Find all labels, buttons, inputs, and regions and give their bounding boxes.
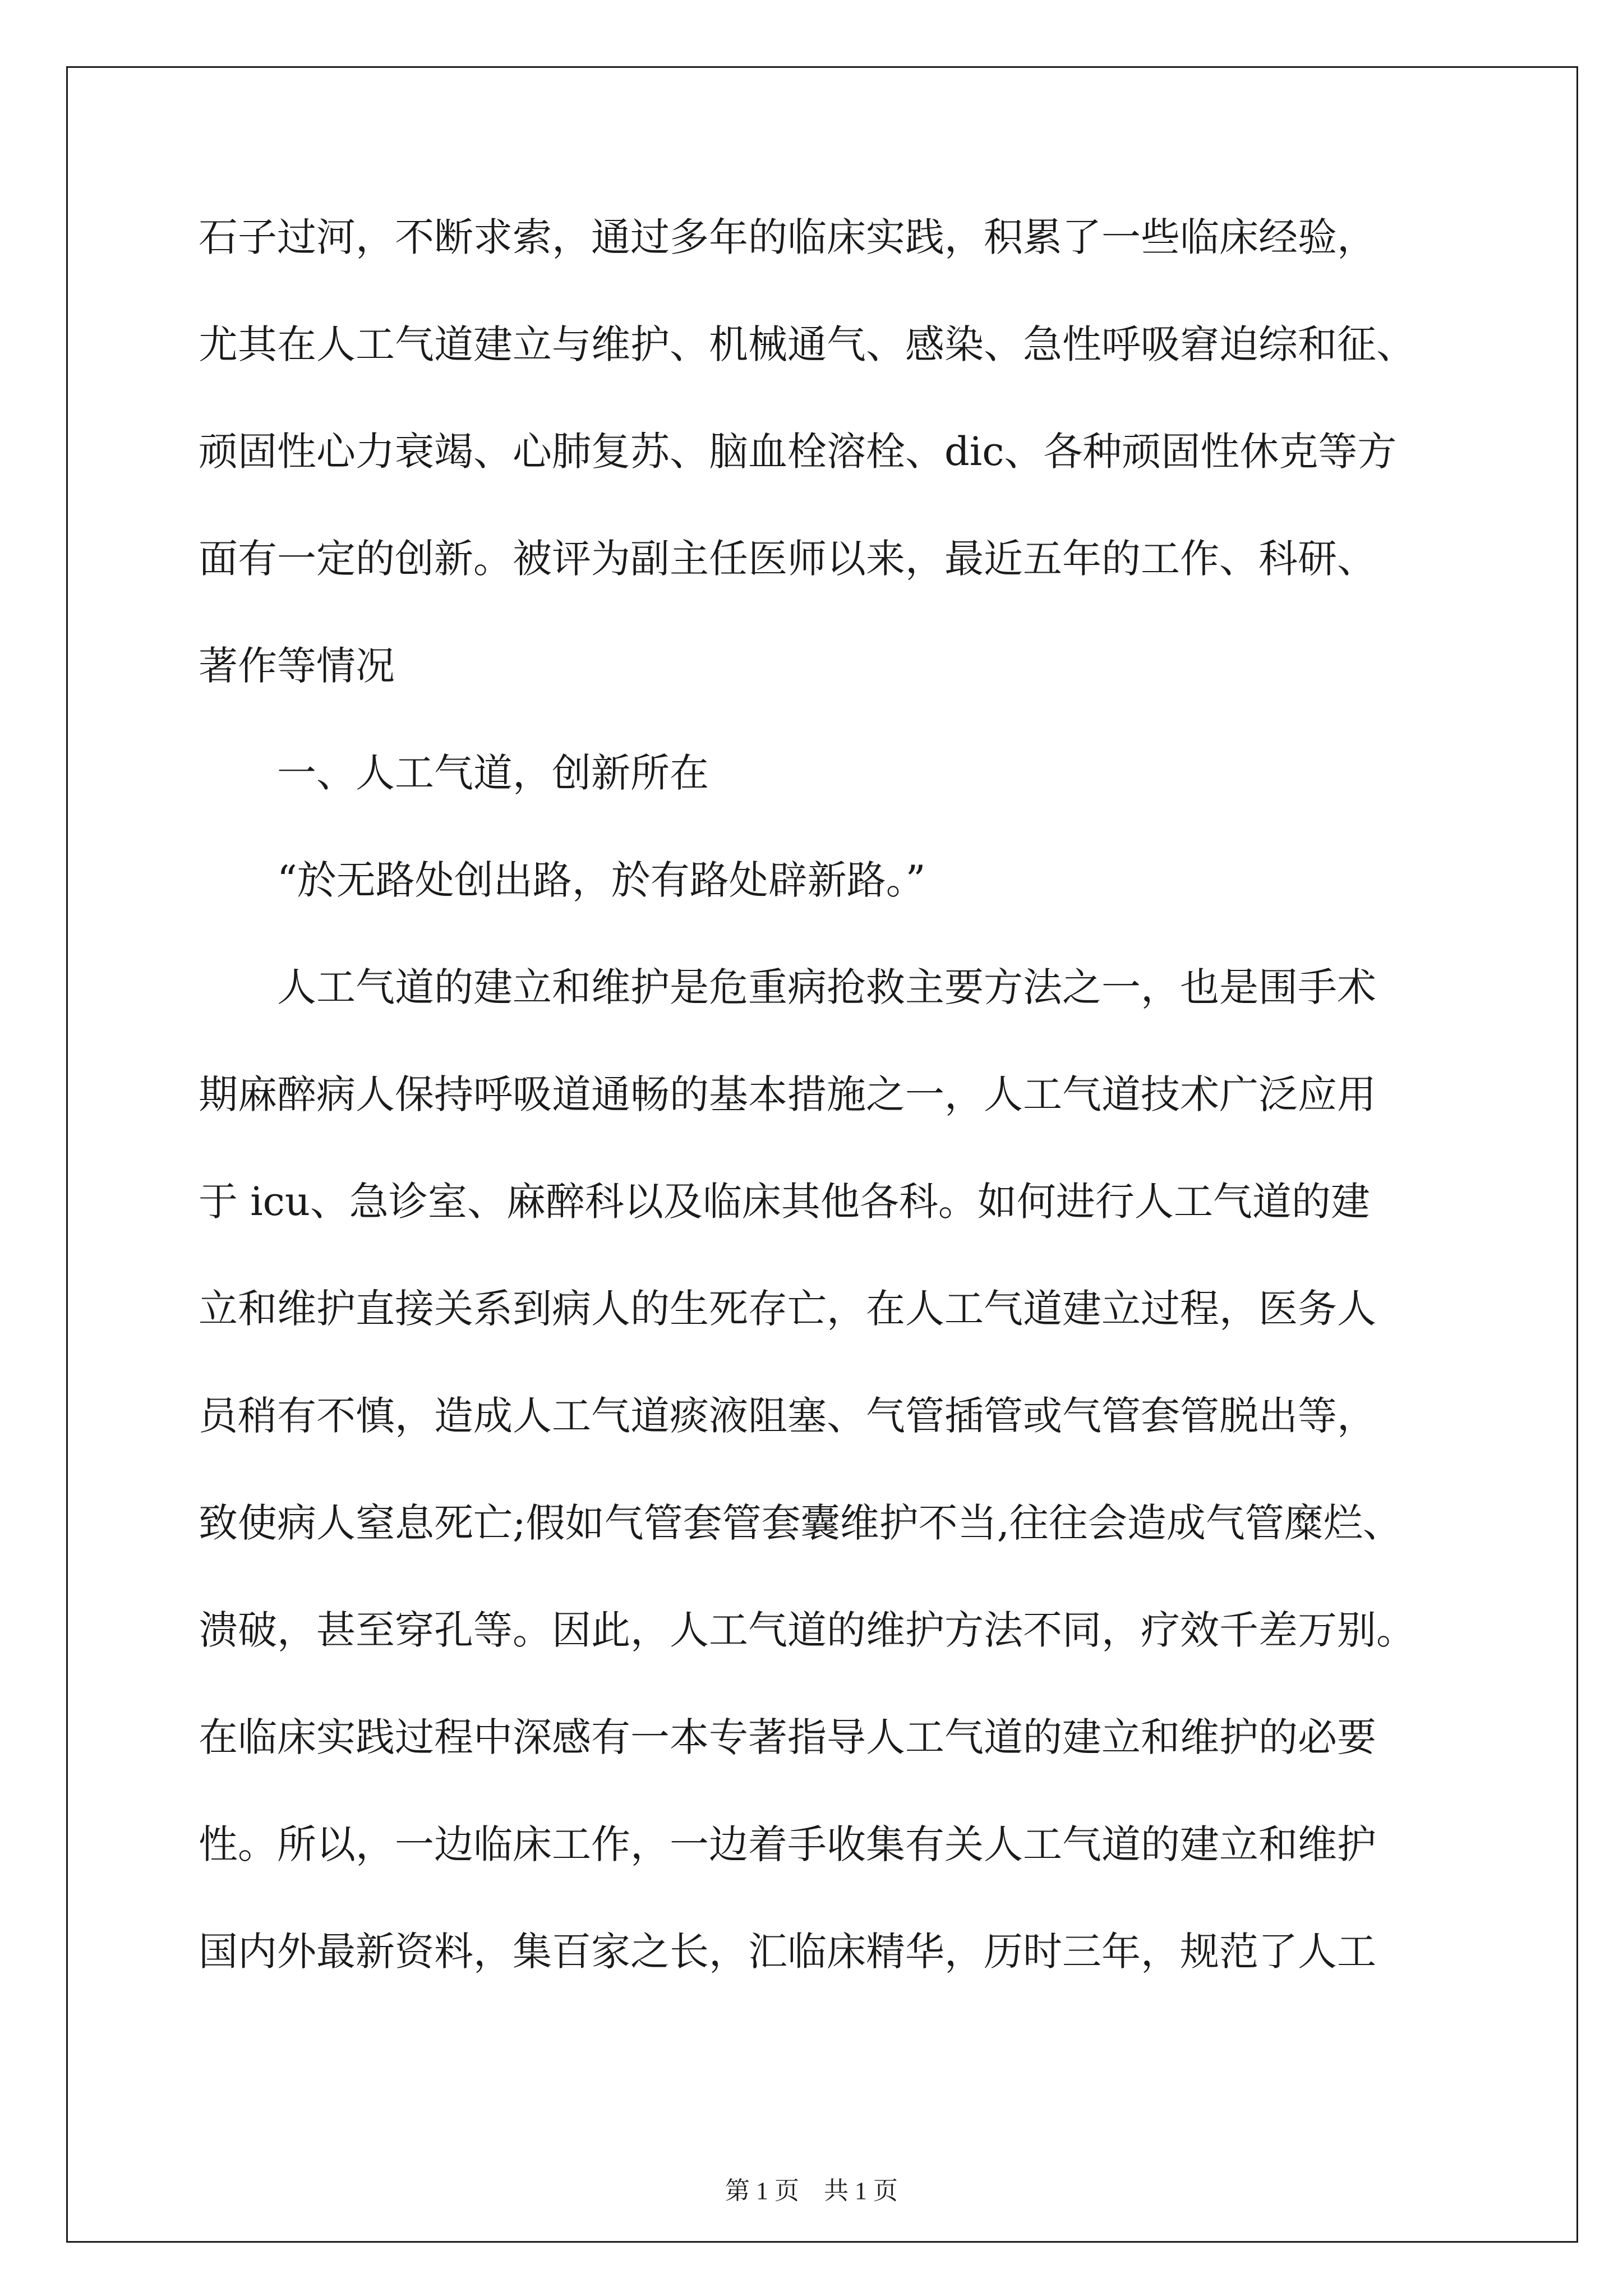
body-line: 期麻醉病人保持呼吸道通畅的基本措施之一，人工气道技术广泛应用 bbox=[199, 1071, 1376, 1117]
body-line: 国内外最新资料，集百家之长，汇临床精华，历时三年，规范了人工 bbox=[199, 1929, 1376, 1975]
body-line: 在临床实践过程中深感有一本专著指导人工气道的建立和维护的必要 bbox=[199, 1714, 1376, 1760]
section-heading: 一、人工气道，创新所在 bbox=[277, 750, 709, 796]
body-line: 溃破，甚至穿孔等。因此，人工气道的维护方法不同，疗效千差万别。 bbox=[199, 1607, 1415, 1653]
body-line: 致使病人窒息死亡;假如气管套管套囊维护不当,往往会造成气管糜烂、 bbox=[199, 1500, 1402, 1546]
quote-line: “於无路处创出路，於有路处辟新路。” bbox=[277, 857, 926, 903]
body-line: 顽固性心力衰竭、心肺复苏、脑血栓溶栓、dic、各种顽固性休克等方 bbox=[199, 429, 1397, 475]
page-border bbox=[66, 66, 1578, 2243]
body-line: 于 icu、急诊室、麻醉科以及临床其他各科。如何进行人工气道的建 bbox=[199, 1179, 1370, 1225]
page-number-footer: 第 1 页 共 1 页 bbox=[725, 2177, 898, 2205]
body-line: 人工气道的建立和维护是危重病抢救主要方法之一，也是围手术 bbox=[277, 964, 1376, 1010]
body-line: 尤其在人工气道建立与维护、机械通气、感染、急性呼吸窘迫综和征、 bbox=[199, 321, 1415, 367]
body-line: 性。所以，一边临床工作，一边着手收集有关人工气道的建立和维护 bbox=[199, 1821, 1376, 1867]
body-line: 石子过河，不断求索，通过多年的临床实践，积累了一些临床经验， bbox=[199, 214, 1376, 260]
body-line: 面有一定的创新。被评为副主任医师以来，最近五年的工作、科研、 bbox=[199, 536, 1376, 582]
body-line: 员稍有不慎，造成人工气道痰液阻塞、气管插管或气管套管脱出等， bbox=[199, 1393, 1376, 1439]
body-line: 著作等情况 bbox=[199, 643, 395, 689]
body-line: 立和维护直接关系到病人的生死存亡，在人工气道建立过程，医务人 bbox=[199, 1286, 1376, 1332]
